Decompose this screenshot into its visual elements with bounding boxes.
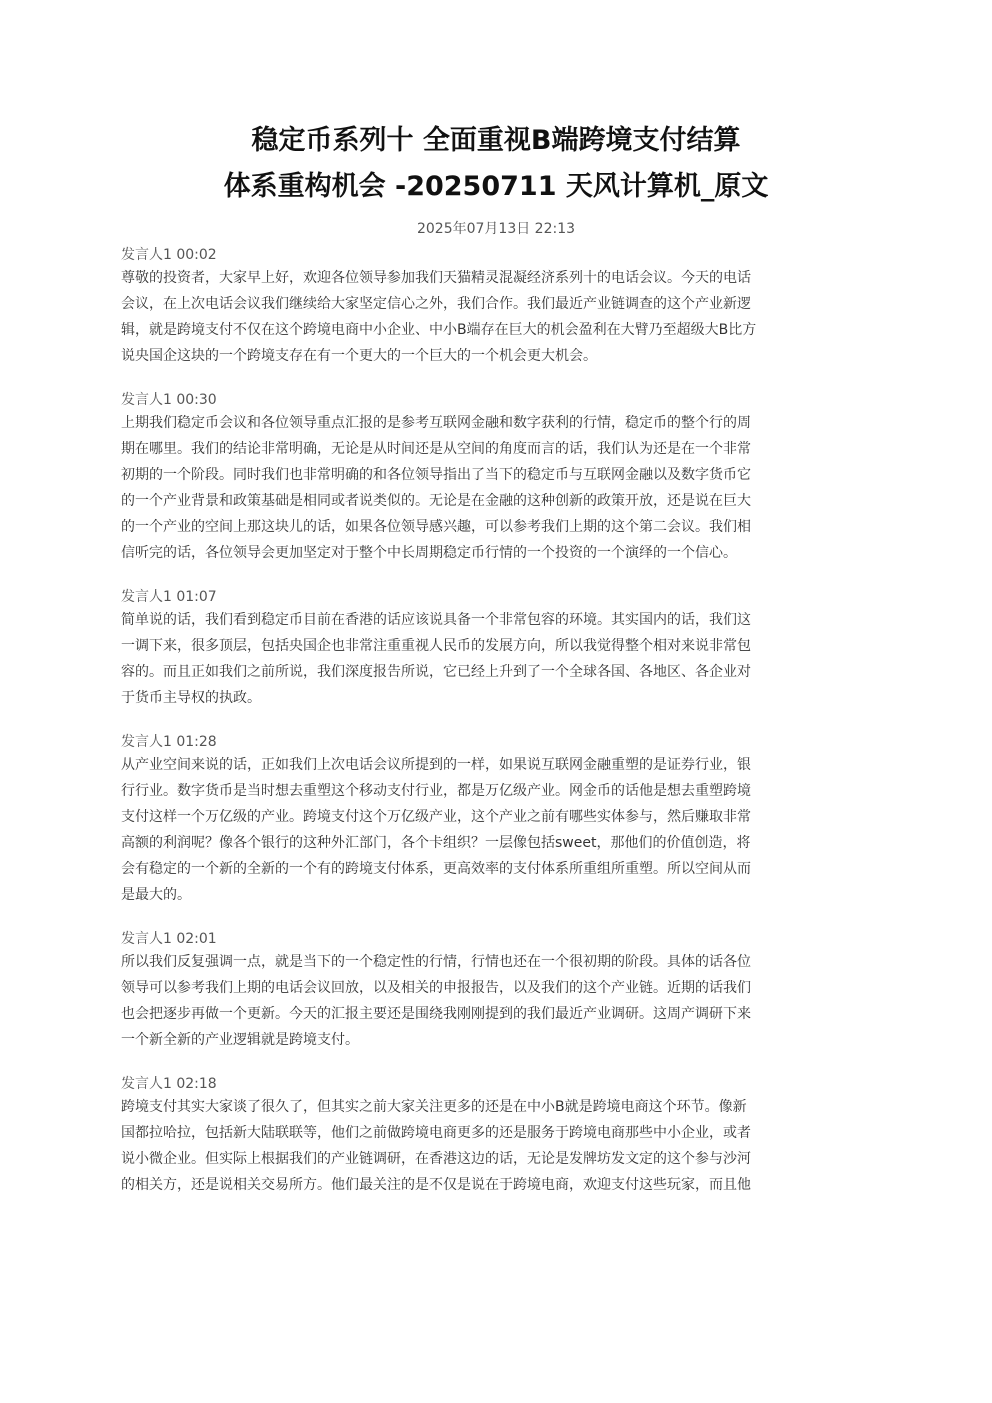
text-line: 跨境支付其实大家谈了很久了，但其实之前大家关注更多的还是在中小B就是跨境电商这个环节。像新: [121, 1099, 747, 1115]
transcript: [121, 244, 871, 1218]
text-line: 所以我们反复强调一点，就是当下的一个稳定性的行情，行情也还在一个很初期的阶段。具体的话各位: [121, 954, 751, 970]
text-line: 高额的利润呢？像各个银行的这种外汇部门，各个卡组织？一层像包括sweet，那他们的价值创造，将: [121, 835, 751, 851]
text-line: 是最大的。: [121, 887, 191, 903]
segment-text: [121, 607, 871, 711]
transcript-segment: [121, 586, 871, 711]
title-line-2: 体系重构机会 -20250711 天风计算机_原文: [223, 171, 769, 202]
speaker-timestamp: 发言人1 02:18: [121, 1076, 217, 1092]
text-line: 一调下来，很多顶层，包括央国企也非常注重重视人民币的发展方向，所以我觉得整个相对来说非常包: [121, 638, 751, 654]
transcript-segment: [121, 389, 871, 566]
speaker-timestamp: 发言人1 00:30: [121, 392, 217, 408]
segment-text: [121, 752, 871, 908]
transcript-segment: [121, 731, 871, 908]
text-line: 支付这样一个万亿级的产业。跨境支付这个万亿级产业，这个产业之前有哪些实体参与，然后赚取非常: [121, 809, 751, 825]
segment-text: [121, 265, 871, 369]
text-line: 辑，就是跨境支付不仅在这个跨境电商中小企业、中小B端存在巨大的机会盈利在大臂乃至超级大B比方: [121, 322, 757, 338]
text-line: 的一个产业背景和政策基础是相同或者说类似的。无论是在金融的这种创新的政策开放，还是说在巨大: [121, 493, 751, 509]
segment-text: [121, 410, 871, 566]
transcript-segment: [121, 244, 871, 369]
text-line: 说央国企这块的一个跨境支存在有一个更大的一个巨大的一个机会更大机会。: [121, 348, 597, 364]
segment-text: [121, 1094, 871, 1198]
text-line: 的相关方，还是说相关交易所方。他们最关注的是不仅是说在于跨境电商，欢迎支付这些玩家，而且他: [121, 1177, 751, 1193]
document-title: [120, 118, 872, 210]
text-line: 国都拉哈拉，包括新大陆联联等，他们之前做跨境电商更多的还是服务于跨境电商那些中小企业，或者: [121, 1125, 751, 1141]
text-line: 容的。而且正如我们之前所说，我们深度报告所说，它已经上升到了一个全球各国、各地区、各企业对: [121, 664, 751, 680]
segment-text: [121, 949, 871, 1053]
text-line: 简单说的话，我们看到稳定币目前在香港的话应该说具备一个非常包容的环境。其实国内的话，我们这: [121, 612, 751, 628]
text-line: 的一个产业的空间上那这块儿的话，如果各位领导感兴趣，可以参考我们上期的这个第二会议。我们相: [121, 519, 751, 535]
text-line: 上期我们稳定币会议和各位领导重点汇报的是参考互联网金融和数字获利的行情，稳定币的整个行的周: [121, 415, 751, 431]
text-line: 信听完的话，各位领导会更加坚定对于整个中长周期稳定币行情的一个投资的一个演绎的一个信心。: [121, 545, 737, 561]
text-line: 会议，在上次电话会议我们继续给大家坚定信心之外，我们合作。我们最近产业链调查的这个产业新逻: [121, 296, 751, 312]
speaker-timestamp: 发言人1 01:28: [121, 734, 217, 750]
text-line: 于货币主导权的执政。: [121, 690, 261, 706]
text-line: 从产业空间来说的话，正如我们上次电话会议所提到的一样，如果说互联网金融重塑的是证券行业，银: [121, 757, 751, 773]
text-line: 一个新全新的产业逻辑就是跨境支付。: [121, 1032, 359, 1048]
text-line: 初期的一个阶段。同时我们也非常明确的和各位领导指出了当下的稳定币与互联网金融以及数字货币它: [121, 467, 751, 483]
speaker-timestamp: 发言人1 02:01: [121, 931, 217, 947]
text-line: 会有稳定的一个新的全新的一个有的跨境支付体系，更高效率的支付体系所重组所重塑。所以空间从而: [121, 861, 751, 877]
speaker-timestamp: 发言人1 01:07: [121, 589, 217, 605]
text-line: 行行业。数字货币是当时想去重塑这个移动支付行业，都是万亿级产业。网金币的话他是想去重塑跨境: [121, 783, 751, 799]
transcript-segment: [121, 928, 871, 1053]
title-line-1: 稳定币系列十 全面重视B端跨境支付结算: [251, 125, 741, 156]
text-line: 期在哪里。我们的结论非常明确，无论是从时间还是从空间的角度而言的话，我们认为还是在一个非常: [121, 441, 751, 457]
text-line: 说小微企业。但实际上根据我们的产业链调研，在香港这边的话，无论是发牌坊发文定的这个参与沙河: [121, 1151, 751, 1167]
document-date: 2025年07月13日 22:13: [416, 221, 576, 237]
text-line: 也会把逐步再做一个更新。今天的汇报主要还是围绕我刚刚提到的我们最近产业调研。这周产调研下来: [121, 1006, 751, 1022]
text-line: 尊敬的投资者，大家早上好，欢迎各位领导参加我们天猫精灵混凝经济系列十的电话会议。今天的电话: [121, 270, 751, 286]
text-line: 领导可以参考我们上期的电话会议回放，以及相关的申报报告，以及我们的这个产业链。近期的话我们: [121, 980, 751, 996]
transcript-segment: [121, 1073, 871, 1198]
speaker-timestamp: 发言人1 00:02: [121, 247, 217, 263]
